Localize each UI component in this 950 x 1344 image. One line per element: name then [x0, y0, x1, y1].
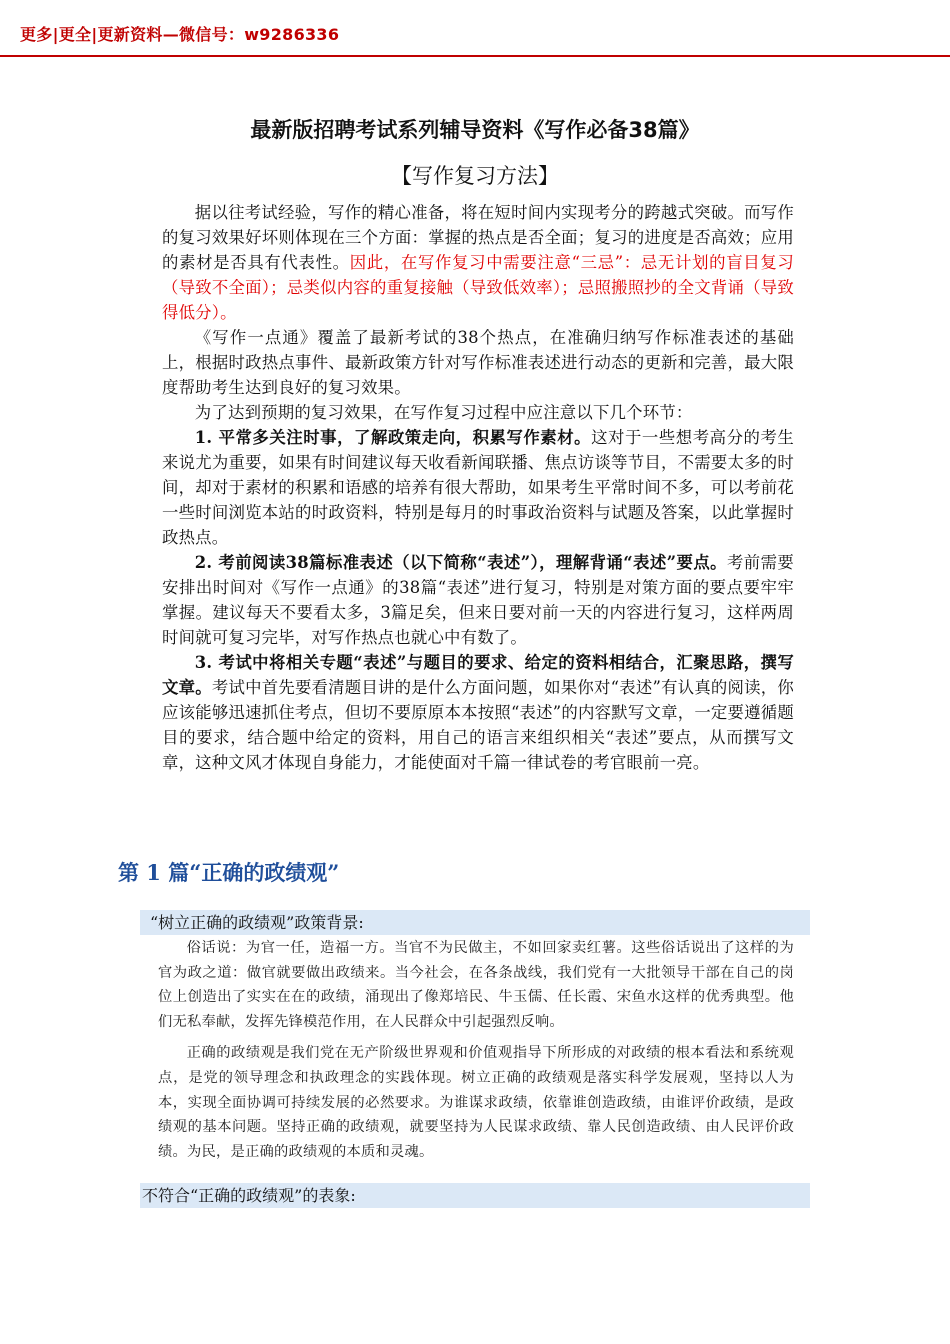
intro-body — [162, 200, 794, 775]
intro-warning-text: 因此，在写作复习中需要注意“三忌”：忌无计划的盲目复习（导致不全面）；忌类似内容的重复接触（导致低效率）；忌照搬照抄的全文背诵（导致得低分）。 — [162, 253, 794, 322]
document-title: 最新版招聘考试系列辅导资料《写作必备38篇》 — [250, 118, 700, 142]
step-2 — [162, 550, 794, 650]
misconception-band: 不符合“正确的政绩观”的表象: — [140, 1183, 810, 1208]
intro-paragraph-2: 《写作一点通》覆盖了最新考试的38个热点，在准确归纳写作标准表述的基础上，根据时政热点事件、最新政策方针对写作标准表述进行动态的更新和完善，最大限度帮助考生达到良好的复习效果。 — [162, 328, 794, 397]
intro-paragraph-1 — [162, 200, 794, 325]
document-subtitle: 【写作复习方法】 — [391, 164, 559, 188]
step-2-heading: 2. 考前阅读38篇标准表述（以下简称“表述”），理解背诵“表述”要点。 — [194, 553, 727, 572]
step-2-text: 考前需要安排出时间对《写作一点通》的38篇“表述”进行复习，特别是对策方面的要点要牢牢掌握。建议每天不要看太多，3篇足矣，但来日要对前一天的内容进行复习，这样两周时间就可复习完毕，对写作热点也就心中有数了。 — [162, 553, 794, 647]
step-1-heading: 1. 平常多关注时事，了解政策走向，积累写作素材。 — [194, 428, 592, 447]
step-3-text: 考试中首先要看清题目讲的是什么方面问题，如果你对“表述”有认真的阅读，你应该能够迅速抓住考点，但切不要原原本本按照“表述”的内容默写文章，一定要遵循题目的要求，结合题中给定的资料，用自己的语言来组织相关“表述”要点，从而撰写文章，这种文风才体现自身能力，才能使面对千篇一律试卷的考官眼前一亮。 — [162, 678, 794, 772]
step-3-heading: 3. 考试中将相关专题“表述”与题目的要求、给定的资料相结合，汇聚思路，撰写文章。 — [162, 653, 794, 697]
section-1-body — [158, 936, 794, 1164]
section-1-paragraph-2: 正确的政绩观是我们党在无产阶级世界观和价值观指导下所形成的对政绩的根本看法和系统观点，是党的领导理念和执政理念的实践体现。树立正确的政绩观是落实科学发展观，坚持以人为本，实现全面协调可持续发展的必然要求。为谁谋求政绩，依靠谁创造政绩，由谁评价政绩，是政绩观的基本问题。坚持正确的政绩观，就要坚持为人民谋求政绩、靠人民创造政绩、由人民评价政绩。为民，是正确的政绩观的本质和灵魂。 — [158, 1045, 794, 1160]
step-1 — [162, 425, 794, 550]
intro-paragraph-1-text: 据以往考试经验，写作的精心准备，将在短时间内实现考分的跨越式突破。而写作的复习效果好坏则体现在三个方面：掌握的热点是否全面；复习的进度是否高效；应用的素材是否具有代表性。 — [162, 203, 794, 272]
header-contact-text: 更多|更全|更新资料—微信号：w9286336 — [20, 25, 340, 44]
section-1-paragraph-1: 俗话说：为官一任，造福一方。当官不为民做主，不如回家卖红薯。这些俗话说出了这样的为官为政之道：做官就要做出政绩来。当今社会，在各条战线，我们党有一大批领导干部在自己的岗位上创造出了实实在在的政绩，涌现出了像郑培民、牛玉儒、任长霞、宋鱼水这样的优秀典型。他们无私奉献，发挥先锋模范作用，在人民群众中引起强烈反响。 — [158, 940, 794, 1030]
header-divider — [0, 55, 950, 57]
intro-paragraph-3: 为了达到预期的复习效果，在写作复习过程中应注意以下几个环节： — [194, 403, 693, 422]
step-1-text: 这对于一些想考高分的考生来说尤为重要，如果有时间建议每天收看新闻联播、焦点访谈等节目，不需要太多的时间，却对于素材的积累和语感的培养有很大帮助，如果考生平常时间不多，可以考前花一些时间浏览本站的时政资料，特别是每月的时事政治资料与试题及答案，以此掌握时政热点。 — [162, 428, 794, 547]
section-1-title: 第 1 篇“正确的政绩观” — [118, 860, 340, 885]
step-3 — [162, 650, 794, 775]
policy-background-band: “树立正确的政绩观”政策背景: — [140, 910, 810, 935]
